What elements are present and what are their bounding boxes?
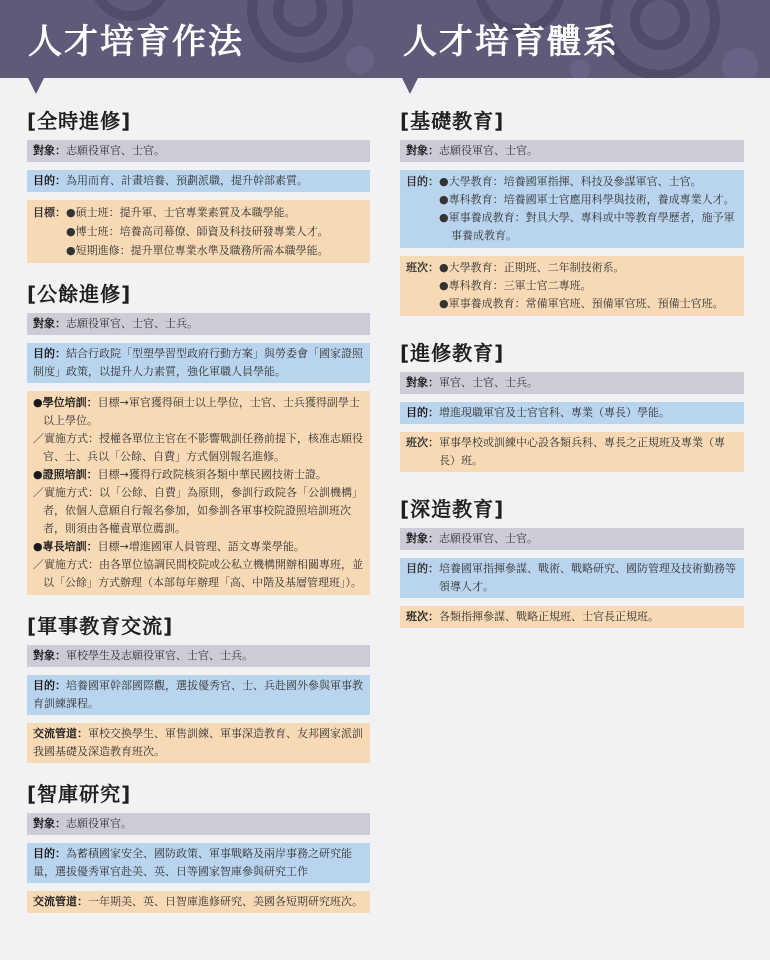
- purpose-box: [400, 402, 744, 424]
- target-label: 對象：: [406, 144, 439, 157]
- class-label: 班次：: [406, 436, 439, 449]
- section-title: [全時進修]: [27, 109, 132, 133]
- training-box: [27, 391, 370, 595]
- training-paragraph: [33, 538, 364, 556]
- training-text: ／實施方式：由各單位協調民間校院或公私立機構開辦相關專班，並以「公餘」方式辦理（本部每年辦理「高、中階及基層管理班」）。: [33, 558, 363, 589]
- right-title-pointer: [402, 78, 418, 94]
- section-title: [公餘進修]: [27, 282, 132, 306]
- target-box: [400, 140, 744, 162]
- purpose-box: [27, 343, 370, 383]
- purpose-box: [27, 170, 370, 192]
- training-paragraph: [33, 556, 364, 592]
- purpose-text: 結合行政院「型塑學習型政府行動方案」與勞委會「國家證照制度」政策，以提升人力素質，強化軍職人員學能。: [33, 347, 363, 378]
- training-paragraph: [33, 466, 364, 484]
- target-text: 軍官、士官、士兵。: [439, 376, 538, 389]
- purpose-label: 目的：: [33, 847, 66, 860]
- section-spare-time: [27, 281, 370, 595]
- target-label: 對象：: [33, 817, 66, 830]
- left-column: [27, 108, 370, 918]
- target-label: 對象：: [406, 376, 439, 389]
- target-box: [27, 313, 370, 335]
- class-item: ●大學教育：正期班、二年制技術系。: [439, 261, 625, 274]
- section-title: [軍事教育交流]: [27, 614, 174, 638]
- class-box: [400, 432, 744, 472]
- target-text: 志願役軍官、士官。: [439, 144, 538, 157]
- goal-item: ●碩士班：提升軍、士官專業素質及本職學能。: [66, 206, 296, 219]
- purpose-box: [27, 843, 370, 883]
- section-title: [智庫研究]: [27, 782, 132, 806]
- target-box: [27, 140, 370, 162]
- training-text: ／實施方式：以「公餘、自費」為原則，參訓行政院各「公訓機構」者，依個人意願自行報名參加，如參訓各軍事校院證照培訓班次者，則須由各權責單位薦訓。: [33, 486, 363, 535]
- purpose-label: 目的：: [33, 174, 66, 187]
- training-text: 目標→軍官獲得碩士以上學位，士官、士兵獲得副學士以上學位。: [43, 396, 360, 427]
- section-basic-education: [400, 108, 744, 316]
- purpose-label: 目的：: [406, 562, 439, 575]
- purpose-text: 培養國軍指揮參謀、戰術、戰略研究、國防管理及技術勤務等領導人才。: [439, 562, 736, 593]
- class-box: [400, 606, 744, 628]
- target-text: 志願役軍官、士官、士兵。: [66, 317, 198, 330]
- training-paragraph: [33, 394, 364, 430]
- class-text: 各類指揮參謀、戰略正規班、士官長正規班。: [439, 610, 659, 623]
- target-label: 對象：: [33, 649, 66, 662]
- target-label: 對象：: [406, 532, 439, 545]
- purpose-label: 目的：: [406, 175, 439, 188]
- goal-box: [27, 200, 370, 263]
- target-label: 對象：: [33, 144, 66, 157]
- target-text: 志願役軍官、士官。: [66, 144, 165, 157]
- channel-box: [27, 891, 370, 913]
- purpose-item: ●大學教育：培養國軍指揮、科技及參謀軍官、士官。: [439, 175, 702, 188]
- channel-label: 交流管道：: [33, 895, 88, 908]
- goal-label: 目標：: [33, 206, 66, 219]
- section-title: [進修教育]: [400, 341, 505, 365]
- target-box: [27, 645, 370, 667]
- training-text: 目標→獲得行政院核須各類中華民國技術士證。: [97, 468, 327, 481]
- training-paragraph: [33, 484, 364, 538]
- purpose-text: 增進現職軍官及士官官科、專業（專長）學能。: [439, 406, 670, 419]
- class-text: 軍事學校或訓練中心設各類兵科、專長之正規班及專業（專長）班。: [439, 436, 725, 467]
- channel-box: [27, 723, 370, 763]
- purpose-label: 目的：: [33, 347, 66, 360]
- left-title-pointer: [28, 78, 44, 94]
- class-item: ●專科教育：三軍士官二專班。: [439, 279, 592, 292]
- purpose-label: 目的：: [33, 679, 66, 692]
- purpose-box: [400, 170, 744, 248]
- goal-item: ●博士班：培養高司幕僚、師資及科技研發專業人才。: [66, 225, 329, 238]
- training-label: ●專長培訓：: [33, 540, 98, 553]
- class-label: 班次：: [406, 610, 439, 623]
- training-text: 目標→增進國軍人員管理、語文專業學能。: [97, 540, 305, 553]
- header-banner: [0, 0, 770, 78]
- purpose-item: ●專科教育：培養國軍士官應用科學與技術，養成專業人才。: [439, 193, 735, 206]
- target-box: [27, 813, 370, 835]
- target-text: 軍校學生及志願役軍官、士官、士兵。: [66, 649, 253, 662]
- purpose-text: 培養國軍幹部國際觀，選拔優秀官、士、兵赴國外參與軍事教育訓練課程。: [33, 679, 363, 710]
- training-label: ●學位培訓：: [33, 396, 98, 409]
- training-text: ／實施方式：授權各單位主官在不影響戰訓任務前提下，核准志願役官、士、兵以「公餘、自費」方式個別報名進修。: [33, 432, 363, 463]
- section-advanced-education: [400, 340, 744, 472]
- purpose-label: 目的：: [406, 406, 439, 419]
- purpose-text: 為用而育、計畫培養、預劃派職，提升幹部素質。: [66, 174, 308, 187]
- section-full-time: [27, 108, 370, 263]
- target-label: 對象：: [33, 317, 66, 330]
- right-page-title: 人才培育體系: [403, 22, 619, 62]
- purpose-box: [27, 675, 370, 715]
- right-column: [400, 108, 744, 633]
- target-text: 志願役軍官。: [66, 817, 132, 830]
- class-item: ●軍事養成教育：常備軍官班、預備軍官班、預備士官班。: [439, 297, 724, 310]
- section-exchange: [27, 613, 370, 763]
- purpose-text: 為蓄積國家安全、國防政策、軍事戰略及兩岸事務之研究能量，選拔優秀軍官赴美、英、日等國家智庫參與研究工作: [33, 847, 352, 878]
- channel-text: 一年期美、英、日智庫進修研究、美國各短期研究班次。: [88, 895, 363, 908]
- training-paragraph: [33, 430, 364, 466]
- training-label: ●證照培訓：: [33, 468, 98, 481]
- section-think-tank: [27, 781, 370, 913]
- goal-item: ●短期進修：提升單位專業水準及職務所需本職學能。: [66, 244, 329, 257]
- section-title: [深造教育]: [400, 497, 505, 521]
- purpose-item: ●軍事養成教育：對具大學、專科或中等教育學歷者，施予軍事養成教育。: [439, 211, 735, 242]
- section-senior-education: [400, 496, 744, 628]
- class-label: 班次：: [406, 261, 439, 274]
- target-box: [400, 528, 744, 550]
- target-text: 志願役軍官、士官。: [439, 532, 538, 545]
- section-title: [基礎教育]: [400, 109, 505, 133]
- class-box: [400, 256, 744, 316]
- channel-label: 交流管道：: [33, 727, 88, 740]
- target-box: [400, 372, 744, 394]
- channel-text: 軍校交換學生、軍售訓練、軍事深造教育、友邦國家派訓我國基礎及深造教育班次。: [33, 727, 363, 758]
- left-page-title: 人才培育作法: [28, 22, 244, 62]
- purpose-box: [400, 558, 744, 598]
